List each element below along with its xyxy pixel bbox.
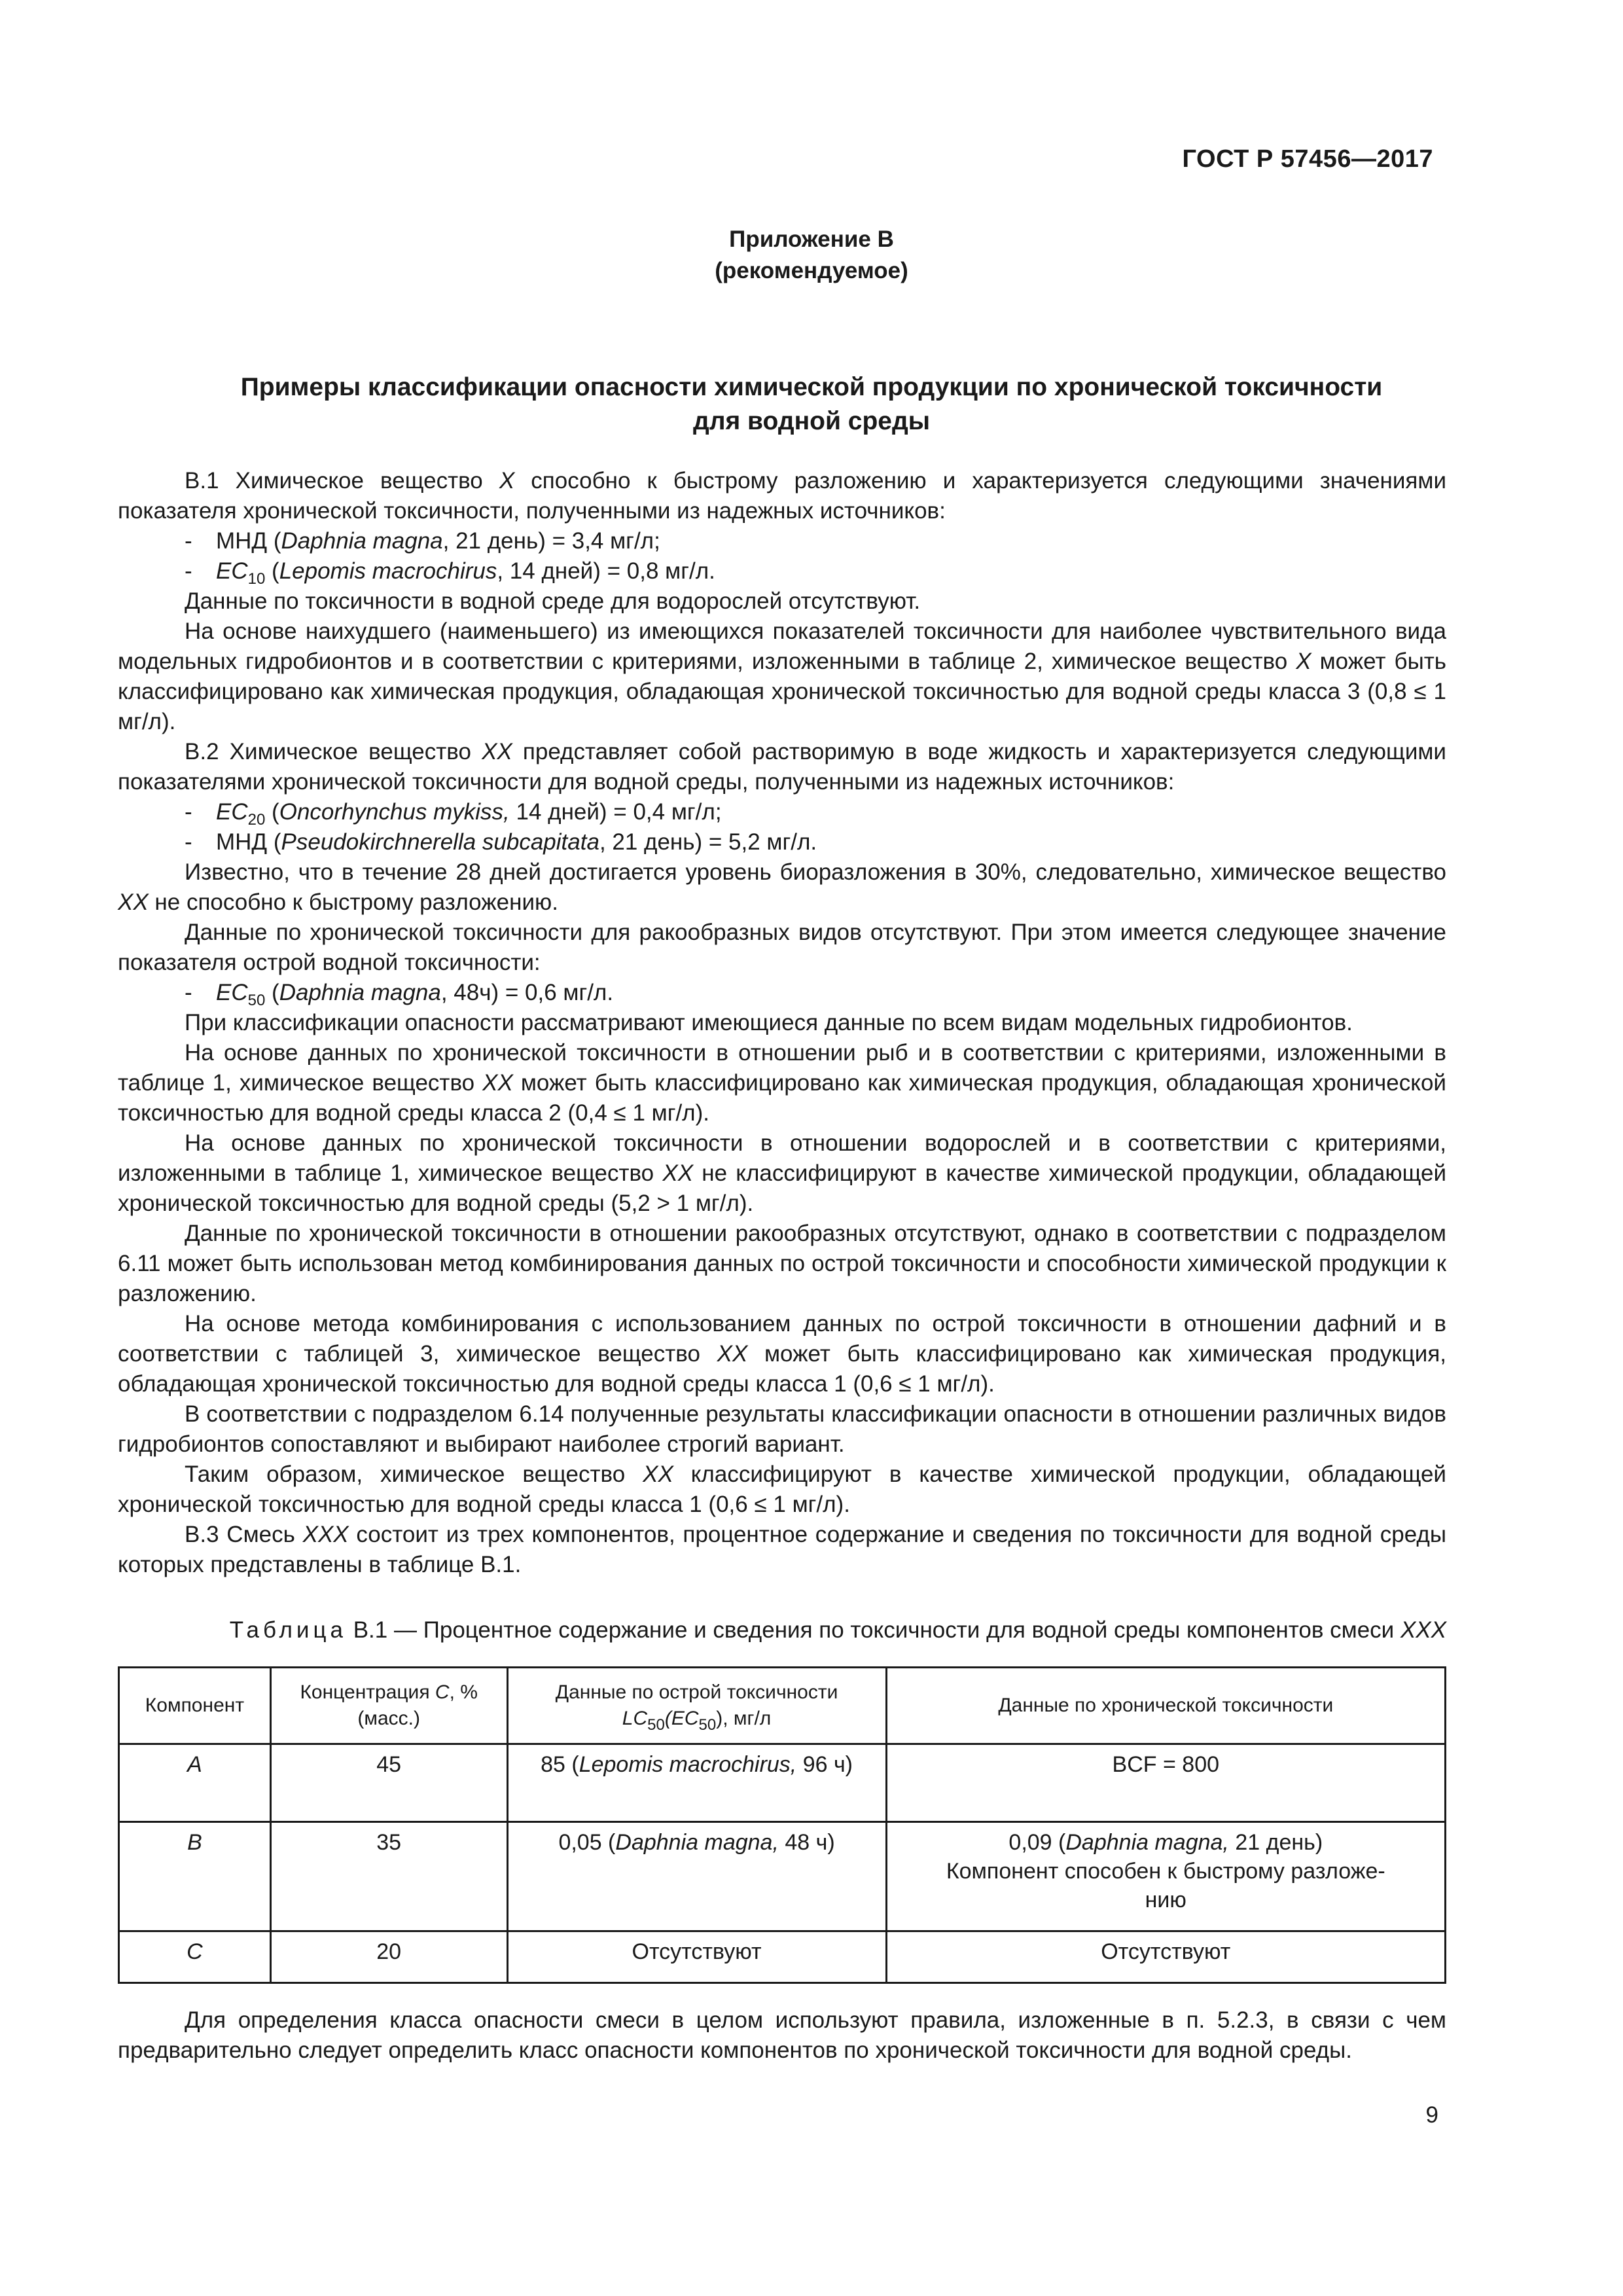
paragraph: На основе метода комбинирования с использованием данных по острой токсичности в отношении дафний и в соответствии с таблицей 3, химическое вещество XX может быть классифицировано как химическая продукция, обладающая хронической токсичностью для водной среды класса 1 (0,6 ≤ 1 мг/л). bbox=[118, 1311, 1446, 1397]
cell-acute: 85 (Lepomis macrochirus, 96 ч) bbox=[507, 1744, 886, 1822]
paragraph: На основе данных по хронической токсичности в отношении водорослей и в соответствии с критериями, изложенными в таблице 1, химическое вещество XX не классифицируют в качестве химической продукции, обладающей хронической токсичностью для водной среды (5,2 > 1 мг/л). bbox=[118, 1130, 1446, 1216]
cell-component: B bbox=[119, 1822, 271, 1931]
section-title-line-1: Примеры классификации опасности химической продукции по хронической токсичности bbox=[240, 373, 1383, 401]
paragraph: Данные по хронической токсичности для ракообразных видов отсутствуют. При этом имеется следующее значение показателя острой водной токсичности: bbox=[118, 920, 1446, 975]
appendix-heading bbox=[0, 224, 1623, 287]
table-row bbox=[119, 1744, 1446, 1822]
paragraph-b3: В.3 Смесь XXX состоит из трех компонентов, процентное содержание и сведения по токсичности для водной среды которых представлены в таблице В.1. bbox=[118, 1522, 1447, 1577]
table-header-row bbox=[119, 1668, 1446, 1744]
paragraph: Для определения класса опасности смеси в целом используют правила, изложенные в п. 5.2.3, в связи с чем предварительно следует определить класс опасности компонентов по хронической токсичности для водной среды. bbox=[118, 2007, 1446, 2063]
paragraph: В соответствии с подразделом 6.14 полученные результаты классификации опасности в отношении различных видов гидробионтов сопоставляют и выбирают наиболее строгий вариант. bbox=[118, 1401, 1446, 1457]
paragraph: На основе данных по хронической токсичности в отношении рыб и в соответствии с критериями, изложенными в таблице 1, химическое вещество XX может быть классифицировано как химическая продукция, обладающая хронической токсичностью для водной среды класса 2 (0,4 ≤ 1 мг/л). bbox=[118, 1040, 1446, 1126]
cell-concentration: 20 bbox=[270, 1931, 507, 1983]
appendix-title: Приложение В bbox=[729, 226, 894, 252]
body-text bbox=[118, 466, 1446, 1580]
cell-chronic: BCF = 800 bbox=[886, 1744, 1445, 1822]
section-title-line-2: для водной среды bbox=[692, 407, 931, 435]
table-caption: Таблица В.1 — Процентное содержание и сведения по токсичности для водной среды компонентов смеси XXX bbox=[229, 1617, 1446, 1643]
cell-concentration: 45 bbox=[270, 1744, 507, 1822]
cell-acute: Отсутствуют bbox=[507, 1931, 886, 1983]
paragraph-b1: В.1 Химическое вещество X способно к быстрому разложению и характеризуется следующими значениями показателя хронической токсичности, полученными из надежных источников: bbox=[118, 468, 1446, 524]
header-acute: Данные по острой токсичности $LC_{50}(EC_{50})$, мг/л bbox=[507, 1668, 886, 1744]
cell-acute: 0,05 (Daphnia magna, 48 ч) bbox=[507, 1822, 886, 1931]
header-chronic: Данные по хронической токсичности bbox=[886, 1668, 1445, 1744]
bullet-item: - $EC_{10}$ (Lepomis macrochirus, 14 дней) = 0,8 мг/л. bbox=[185, 558, 715, 588]
bullet-item: - $EC_{50}$ (Daphnia magna, 48ч) = 0,6 мг/л. bbox=[185, 980, 614, 1009]
cell-concentration: 35 bbox=[270, 1822, 507, 1931]
header-concentration: Концентрация C, % (масс.) bbox=[270, 1668, 507, 1744]
cell-chronic: 0,09 (Daphnia magna, 21 день) Компонент способен к быстрому разложе- нию bbox=[886, 1822, 1445, 1931]
paragraph: Данные по токсичности в водной среде для водорослей отсутствуют. bbox=[185, 588, 921, 614]
paragraph: Известно, что в течение 28 дней достигается уровень биоразложения в 30%, следовательно, химическое вещество XX не способно к быстрому разложению. bbox=[118, 859, 1446, 915]
appendix-subtitle: (рекомендуемое) bbox=[715, 258, 908, 283]
paragraph-b2: В.2 Химическое вещество XX представляет собой растворимую в воде жидкость и характеризуется следующими показателями хронической токсичности для водной среды, полученными из надежных источников: bbox=[118, 739, 1446, 795]
paragraph: Таким образом, химическое вещество XX классифицируют в качестве химической продукции, обладающей хронической токсичностью для водной среды класса 1 (0,6 ≤ 1 мг/л). bbox=[118, 1462, 1446, 1517]
table-row bbox=[119, 1822, 1446, 1931]
header-component: Компонент bbox=[119, 1668, 271, 1744]
bullet-item: - МНД (Daphnia magna, 21 день) = 3,4 мг/л; bbox=[185, 528, 660, 554]
page-number: 9 bbox=[1425, 2102, 1438, 2128]
components-table bbox=[118, 1666, 1446, 1984]
table-row bbox=[119, 1931, 1446, 1983]
bullet-item: - $EC_{20}$ (Oncorhynchus mykiss, 14 дней) = 0,4 мг/л; bbox=[185, 799, 722, 829]
paragraph: На основе наихудшего (наименьшего) из имеющихся показателей токсичности для наиболее чувствительного вида модельных гидробионтов и в соответствии с критериями, изложенными в таблице 2, химическое вещество X может быть классифицировано как химическая продукция, обладающая хронической токсичностью для водной среды класса 3 (0,8 ≤ 1 мг/л). bbox=[118, 619, 1446, 734]
paragraph: При классификации опасности рассматривают имеющиеся данные по всем видам модельных гидробионтов. bbox=[185, 1010, 1353, 1035]
section-title bbox=[157, 370, 1466, 439]
cell-component: C bbox=[119, 1931, 271, 1983]
cell-chronic: Отсутствуют bbox=[886, 1931, 1445, 1983]
document-code: ГОСТ Р 57456—2017 bbox=[1182, 145, 1433, 173]
bullet-item: - МНД (Pseudokirchnerella subcapitata, 21 день) = 5,2 мг/л. bbox=[185, 829, 817, 855]
closing-text bbox=[118, 2005, 1446, 2066]
cell-component: A bbox=[119, 1744, 271, 1822]
paragraph: Данные по хронической токсичности в отношении ракообразных отсутствуют, однако в соответствии с подразделом 6.11 может быть использован метод комбинирования данных по острой токсичности и способности химической продукции к разложению. bbox=[118, 1221, 1446, 1306]
